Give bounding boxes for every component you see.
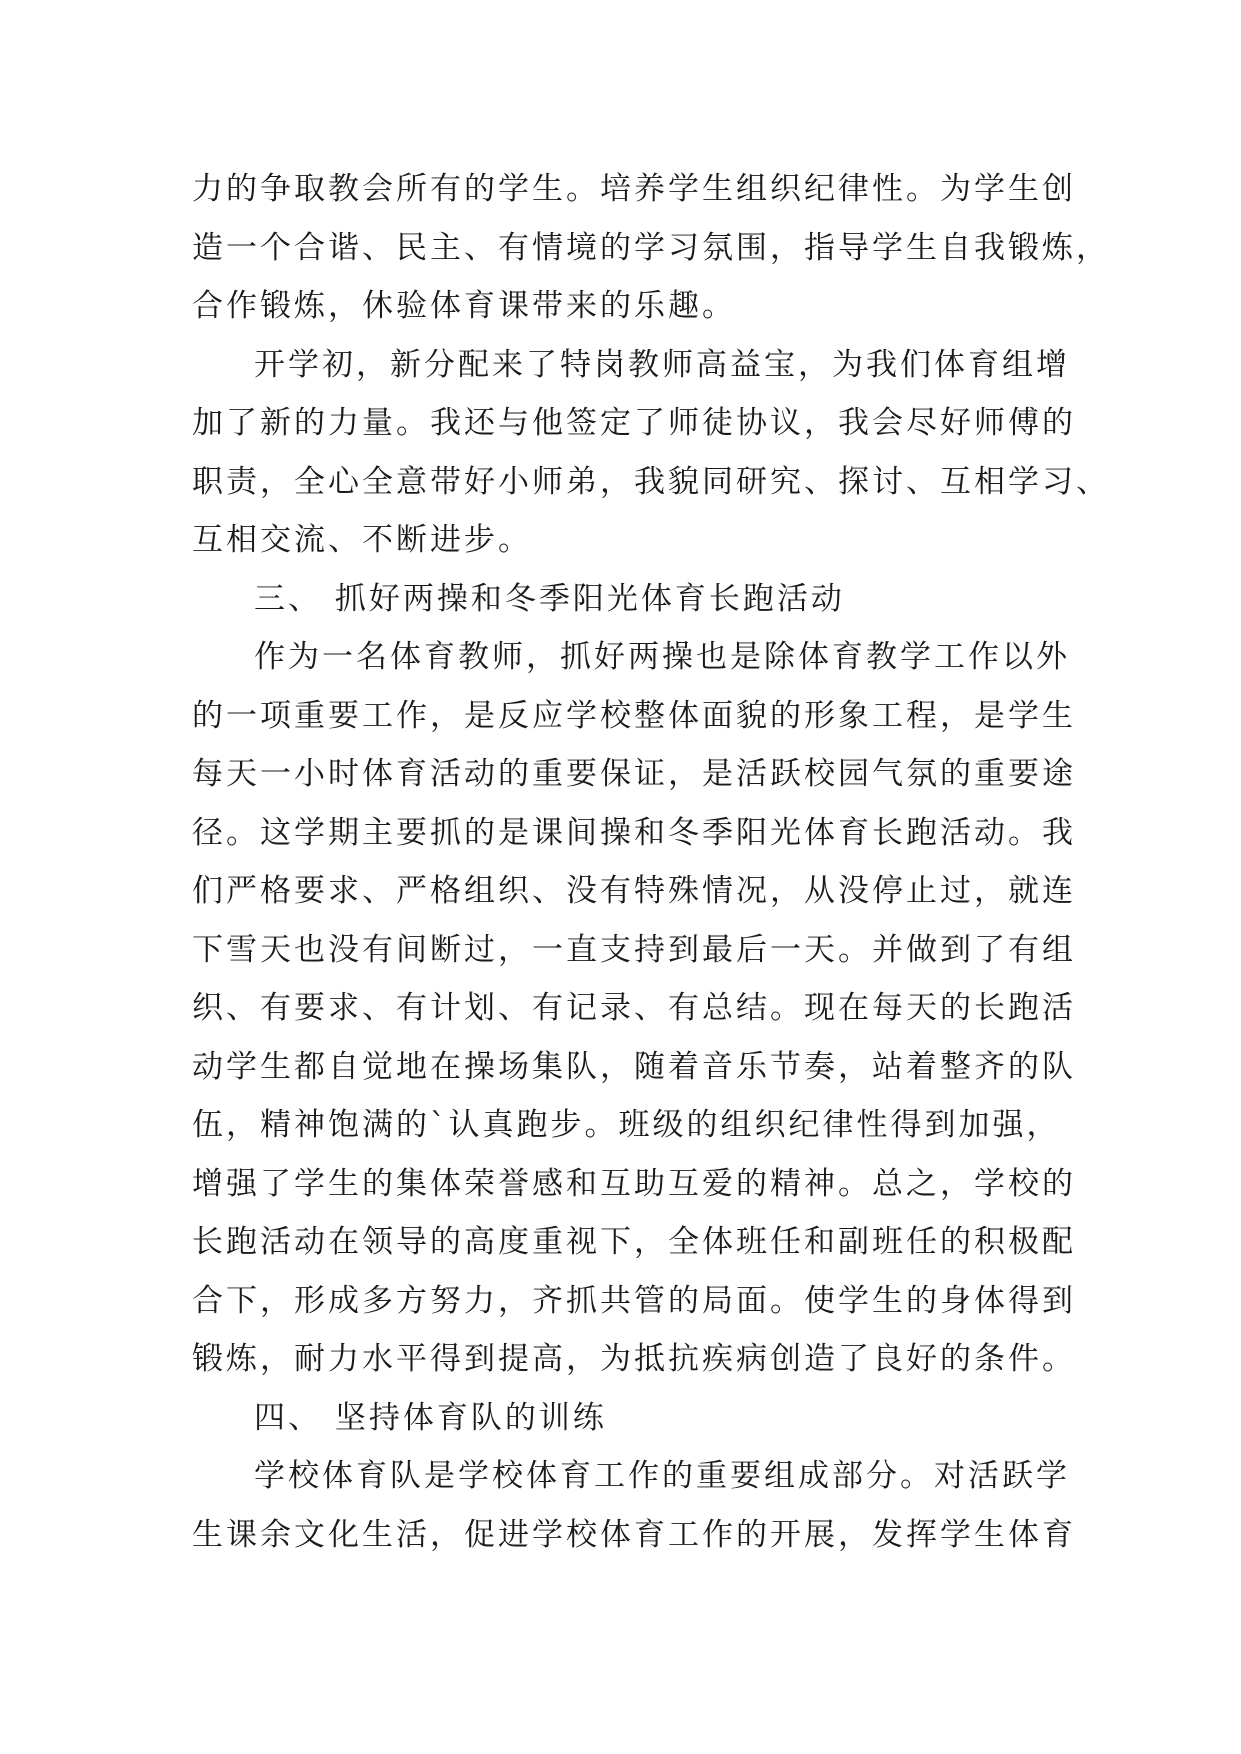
text-line: 学校体育队是学校体育工作的重要组成部分。对活跃学 xyxy=(254,1458,1070,1494)
text-line: 三、 抓好两操和冬季阳光体育长跑活动 xyxy=(254,580,845,617)
text-line: 职责，全心全意带好小师弟，我貌同研究、探讨、互相学习、 xyxy=(192,463,1110,500)
text-line: 合作锻炼，休验体育课带来的乐趣。 xyxy=(192,288,736,324)
text-line: 开学初，新分配来了特岗教师高益宝，为我们体育组增 xyxy=(254,346,1070,383)
text-line: 造一个合谐、民主、有情境的学习氛围，指导学生自我锻炼， xyxy=(192,229,1110,266)
text-line: 合下，形成多方努力，齐抓共管的局面。使学生的身体得到 xyxy=(192,1282,1076,1319)
text-line: 锻炼，耐力水平得到提高，为抵抗疾病创造了良好的条件。 xyxy=(192,1341,1076,1377)
text-line: 伍，精神饱满的`认真跑步。班级的组织纪律性得到加强， xyxy=(192,1107,1061,1143)
text-line: 力的争取教会所有的学生。培养学生组织纪律性。为学生创 xyxy=(192,171,1076,207)
text-line: 互相交流、不断进步。 xyxy=(192,522,532,558)
text-line: 长跑活动在领导的高度重视下，全体班任和副班任的积极配 xyxy=(192,1224,1076,1260)
text-line: 们严格要求、严格组织、没有特殊情况，从没停止过，就连 xyxy=(192,873,1076,909)
text-line: 下雪天也没有间断过，一直支持到最后一天。并做到了有组 xyxy=(192,931,1076,968)
text-line: 生课余文化生活，促进学校体育工作的开展，发挥学生体育 xyxy=(192,1516,1076,1553)
text-line: 四、 坚持体育队的训练 xyxy=(254,1399,607,1436)
text-line: 作为一名体育教师，抓好两操也是除体育教学工作以外 xyxy=(254,639,1070,675)
text-line: 径。这学期主要抓的是课间操和冬季阳光体育长跑活动。我 xyxy=(192,814,1076,851)
text-line: 每天一小时体育活动的重要保证，是活跃校园气氛的重要途 xyxy=(192,756,1076,792)
text-line: 的一项重要工作，是反应学校整体面貌的形象工程，是学生 xyxy=(192,697,1076,734)
document-body xyxy=(192,160,1110,1564)
text-line: 动学生都自觉地在操场集队，随着音乐节奏，站着整齐的队 xyxy=(192,1048,1076,1085)
text-line: 增强了学生的集体荣誉感和互助互爱的精神。总之，学校的 xyxy=(192,1165,1076,1202)
text-line: 加了新的力量。我还与他签定了师徒协议，我会尽好师傅的 xyxy=(192,405,1076,441)
text-line: 织、有要求、有计划、有记录、有总结。现在每天的长跑活 xyxy=(192,990,1076,1026)
